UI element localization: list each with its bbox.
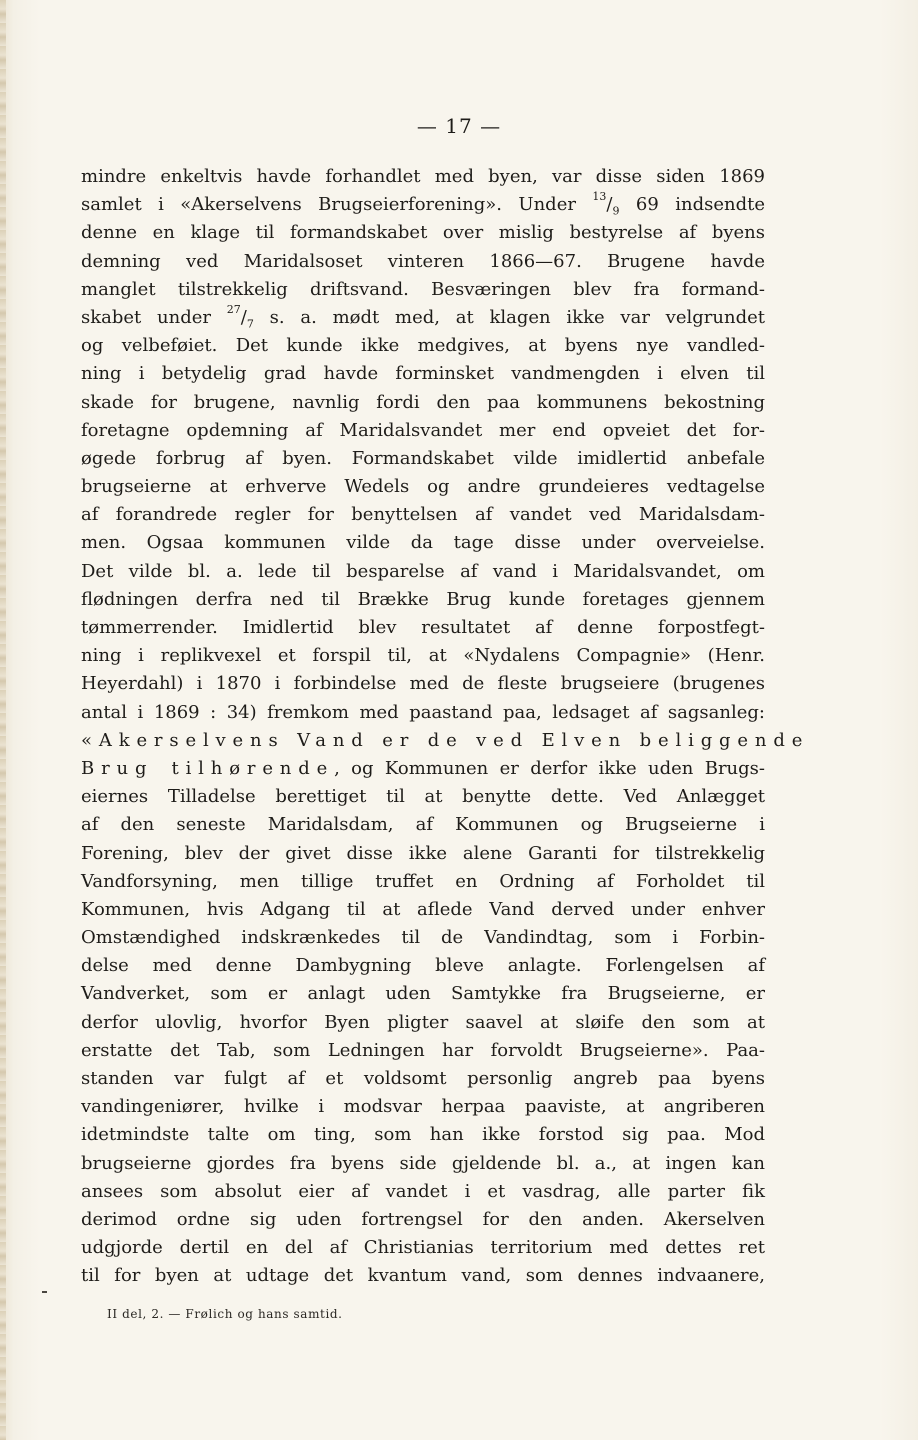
text-line: Vandforsyning, men tillige truffet en Ordning af Forholdet til — [81, 870, 765, 892]
text-line: af forandrede regler for benyttelsen af vandet ved Maridalsdam- — [81, 504, 765, 526]
body-text — [81, 163, 810, 1291]
text-line: antal i 1869 : 34) fremkom med paastand paa, ledsaget af sagsanleg: — [81, 701, 765, 723]
text-line: ning i replikvexel et forspil til, at «Nydalens Compagnie» (Henr. — [81, 645, 765, 667]
text-line: skabet under $^{27}/_7$ s. a. mødt med, at klagen ikke var velgrundet — [81, 302, 765, 331]
text-line: derfor ulovlig, hvorfor Byen pligter saavel at sløife den som at — [81, 1011, 765, 1033]
text-line: og velbeføiet. Det kunde ikke medgives, at byens nye vandled- — [81, 335, 765, 357]
text-line: idetmindste talte om ting, som han ikke forstod sig paa. Mod — [81, 1124, 765, 1146]
text-line: Omstændighed indskrænkedes til de Vandindtag, som i Forbin- — [81, 927, 765, 949]
text-line: skade for brugene, navnlig fordi den paa kommunens bekostning — [81, 391, 765, 413]
text-line: Heyerdahl) i 1870 i forbindelse med de fleste brugseiere (brugenes — [81, 673, 765, 695]
text-line: erstatte det Tab, som Ledningen har forvoldt Brugseierne». Paa- — [81, 1039, 765, 1061]
text-line: delse med denne Dambygning bleve anlagte. Forlengelsen af — [81, 955, 765, 977]
text-line: samlet i «Akerselvens Brugseierforening». Under $^{13}/_9$ 69 indsendte — [81, 190, 765, 218]
text-line: flødningen derfra ned til Brække Brug kunde foretages gjennem — [81, 588, 765, 610]
fraction-numerator: 27 — [226, 302, 241, 316]
margin-mark — [42, 1291, 47, 1293]
text-line: ansees som absolut eier af vandet i et vasdrag, alle parter fik — [81, 1180, 765, 1202]
page-number: — 17 — — [416, 114, 502, 138]
text-line: men. Ogsaa kommunen vilde da tage disse under overveielse. — [81, 532, 765, 554]
fraction-numerator: 13 — [592, 190, 607, 204]
signature-line: II del, 2. — Frølich og hans samtid. — [107, 1307, 343, 1321]
text-line: brugseierne at erhverve Wedels og andre grundeieres vedtagelse — [81, 476, 765, 498]
text-line: til for byen at udtage det kvantum vand, som dennes indvaanere, — [81, 1265, 765, 1287]
text-line: standen var fulgt af et voldsomt personlig angreb paa byens — [81, 1068, 765, 1089]
text-line: Vandverket, som er anlagt uden Samtykke fra Brugseierne, er — [81, 983, 765, 1005]
text-line: eiernes Tilladelse berettiget til at benytte dette. Ved Anlægget — [81, 786, 765, 808]
text-line: Det vilde bl. a. lede til besparelse af vand i Maridalsvandet, om — [81, 560, 765, 582]
text-line: manglet tilstrekkelig driftsvand. Besværingen blev fra formand- — [81, 278, 765, 300]
text-line: øgede forbrug af byen. Formandskabet vilde imidlertid anbefale — [81, 447, 765, 469]
text-line: af den seneste Maridalsdam, af Kommunen og Brugseierne i — [81, 814, 765, 836]
text-line: udgjorde dertil en del af Christianias territorium med dettes ret — [81, 1237, 765, 1259]
spaced-phrase: Brug tilhørende — [81, 757, 335, 779]
text-line: derimod ordne sig uden fortrengsel for den anden. Akerselven — [81, 1208, 765, 1230]
fraction-denominator: 7 — [246, 317, 254, 331]
text-line: denne en klage til formandskabet over mislig bestyrelse af byens — [81, 222, 765, 244]
quoted-spaced-line: «Akerselvens Vand er de ved Elven beliggende — [81, 729, 810, 751]
page-binding-edge — [0, 0, 6, 1440]
text-line: foretagne opdemning af Maridalsvandet mer end opveiet det for- — [81, 419, 765, 441]
text-line: Forening, blev der givet disse ikke alene Garanti for tilstrekkelig — [81, 842, 765, 864]
text-line: brugseierne gjordes fra byens side gjeldende bl. a., at ingen kan — [81, 1152, 765, 1174]
text-line: tømmerrender. Imidlertid blev resultatet af denne forpostfegt- — [81, 617, 765, 638]
text-line: demning ved Maridalsoset vinteren 1866—67. Brugene havde — [81, 250, 765, 272]
text-line: Kommunen, hvis Adgang til at aflede Vand derved under enhver — [81, 898, 765, 920]
text-line: Brug tilhørende, og Kommunen er derfor ikke uden Brugs- — [81, 757, 765, 779]
text-line: vandingeniører, hvilke i modsvar herpaa paaviste, at angriberen — [81, 1096, 765, 1118]
text-line: mindre enkeltvis havde forhandlet med byen, var disse siden 1869 — [81, 166, 765, 187]
fraction-denominator: 9 — [612, 204, 620, 218]
text-line: ning i betydelig grad havde forminsket vandmengden i elven til — [81, 363, 765, 385]
